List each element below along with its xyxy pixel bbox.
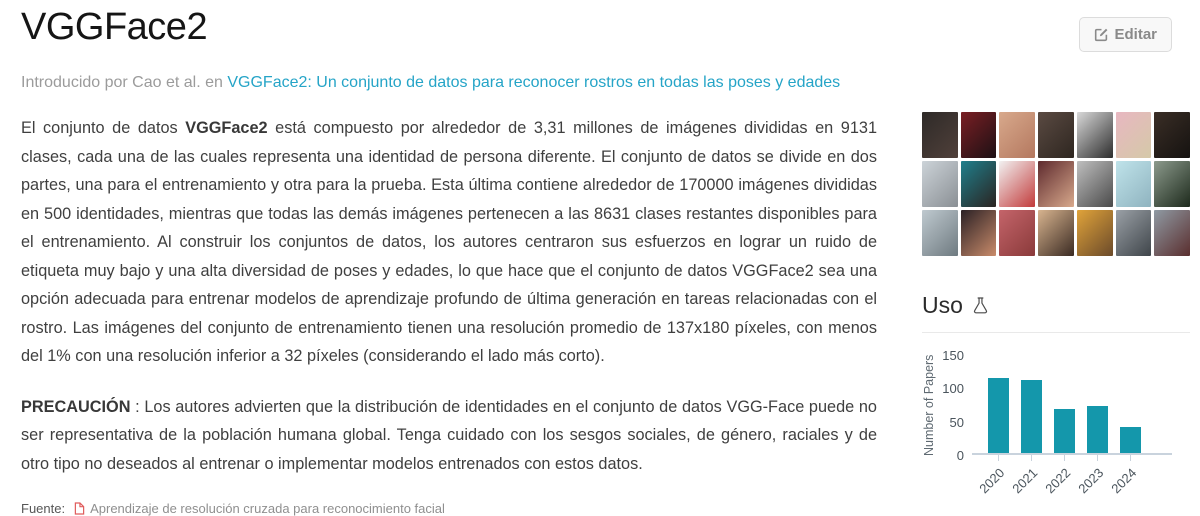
sidebar <box>922 112 1190 507</box>
face-thumbnail <box>1077 112 1113 158</box>
x-label-2022: 2022 <box>1042 465 1074 497</box>
y-tick-0: 0 <box>956 448 964 463</box>
edit-button[interactable] <box>1079 17 1172 52</box>
y-axis-label-wrap <box>922 349 938 507</box>
x-label-2023: 2023 <box>1075 465 1107 497</box>
edit-pencil-icon <box>1094 27 1109 42</box>
x-axis-labels <box>972 455 1172 495</box>
bar-2023 <box>1087 406 1108 453</box>
file-icon <box>74 502 85 515</box>
dataset-thumbnail-collage <box>922 112 1190 256</box>
usage-divider <box>922 332 1190 333</box>
flask-icon <box>972 296 989 315</box>
face-thumbnail <box>922 210 958 256</box>
x-label-2021: 2021 <box>1009 465 1041 497</box>
page-title: VGGFace2 <box>21 6 208 48</box>
face-thumbnail <box>1154 112 1190 158</box>
y-tick-150: 150 <box>942 348 964 363</box>
face-thumbnail <box>999 161 1035 207</box>
paper-link[interactable]: VGGFace2: Un conjunto de datos para reconocer rostros en todas las poses y edades <box>227 74 841 91</box>
face-thumbnail <box>922 112 958 158</box>
face-thumbnail <box>1077 210 1113 256</box>
usage-heading <box>922 292 1190 319</box>
bar-2020 <box>988 378 1009 453</box>
intro-line <box>21 74 877 92</box>
p1-rest: está compuesto por alrededor de 3,31 millones de imágenes divididas en 9131 clases, cada una de las cuales representa una identidad de persona diferente. El conjunto de datos se divide en dos partes, una para el entrenamiento y otra para la prueba. Esta última contiene alrededor de 170000 imágenes divididas en 500 identidades, mientras que todas las demás imágenes pertenecen a las 8631 clases restantes disponibles para el entrenamiento. Al construir los conjuntos de datos, los autores centraron sus esfuerzos en lograr un ruido de etiqueta muy bajo y una alta diversidad de poses y edades, lo que hace que el conjunto de datos VGGFace2 sea una opción adecuada para entrenar modelos de aprendizaje profundo de última generación en tareas relacionadas con el rostro. Las imágenes del conjunto de entrenamiento tienen una resolución promedio de 137x180 píxeles, con menos del 1% con una resolución inferior a 32 píxeles (considerando el lado más corto). <box>21 119 877 365</box>
face-thumbnail <box>1154 210 1190 256</box>
y-tick-100: 100 <box>942 381 964 397</box>
y-axis-ticks <box>938 348 972 463</box>
main-content <box>21 6 877 516</box>
papers-per-year-chart <box>922 349 1190 507</box>
face-thumbnail <box>1116 161 1152 207</box>
face-thumbnail <box>1116 112 1152 158</box>
usage-title: Uso <box>922 292 963 318</box>
description-paragraph-1 <box>21 114 877 371</box>
p2-rest: : Los autores advierten que la distribución de identidades en el conjunto de datos VGG-Face puede no ser representativa de la población humana global. Tenga cuidado con los sesgos sociales, de género, raciales y de otro tipo no deseados al entrenar o implementar modelos entrenados con estos datos. <box>21 397 877 473</box>
x-label-2020: 2020 <box>976 465 1008 497</box>
face-thumbnail <box>999 112 1035 158</box>
caution-bold: PRECAUCIÓN <box>21 397 131 416</box>
face-thumbnail <box>961 112 997 158</box>
y-tick-50: 50 <box>949 414 964 430</box>
face-thumbnail <box>1154 161 1190 207</box>
y-axis-label: Number of Papers <box>922 354 936 456</box>
intro-prefix: Introducido por Cao et al. en <box>21 74 228 91</box>
face-thumbnail <box>1038 112 1074 158</box>
face-thumbnail <box>1077 161 1113 207</box>
source-line <box>21 501 877 516</box>
p1-prefix: El conjunto de datos <box>21 119 186 137</box>
face-thumbnail <box>922 161 958 207</box>
source-link[interactable]: Aprendizaje de resolución cruzada para reconocimiento facial <box>90 501 445 516</box>
face-thumbnail <box>1038 161 1074 207</box>
source-label: Fuente: <box>21 501 66 516</box>
bar-2024 <box>1120 427 1141 453</box>
face-thumbnail <box>961 210 997 256</box>
face-thumbnail <box>1038 210 1074 256</box>
face-thumbnail <box>1116 210 1152 256</box>
x-label-2024: 2024 <box>1108 465 1140 497</box>
face-thumbnail <box>999 210 1035 256</box>
plot-wrap <box>972 349 1172 507</box>
bar-2022 <box>1054 409 1075 453</box>
bar-plot <box>972 355 1172 455</box>
face-thumbnail <box>961 161 997 207</box>
bar-2021 <box>1021 380 1042 453</box>
dataset-name-bold: VGGFace2 <box>185 119 268 137</box>
description-paragraph-2 <box>21 393 877 479</box>
edit-button-label: Editar <box>1114 26 1157 43</box>
